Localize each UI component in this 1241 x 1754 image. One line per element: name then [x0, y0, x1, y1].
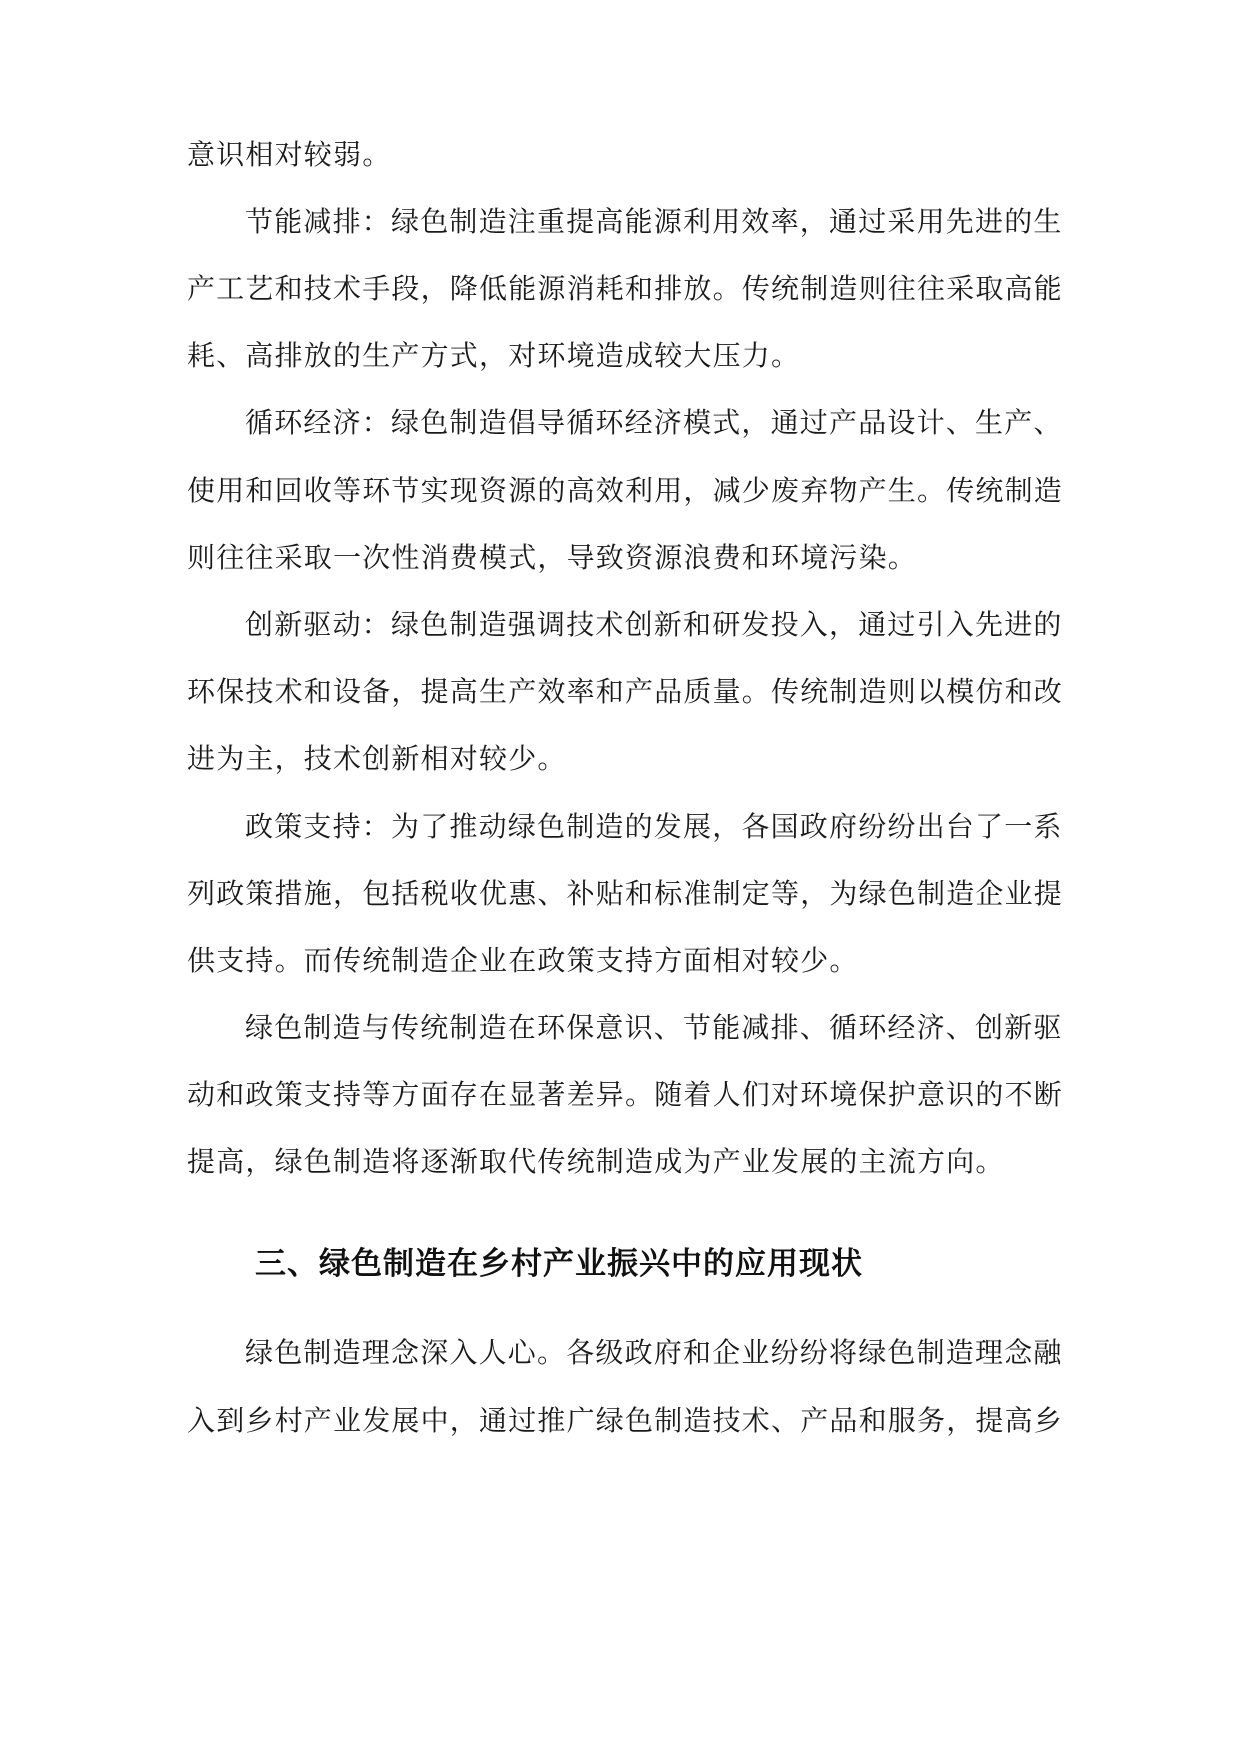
paragraph-innovation-line: 创新驱动：绿色制造强调技术创新和研发投入，通过引入先进的: [245, 608, 1063, 641]
paragraph-energy-saving-line: 节能减排：绿色制造注重提高能源利用效率，通过采用先进的生: [245, 205, 1063, 238]
text-line: 环保技术和设备，提高生产效率和产品质量。传统制造则以模仿和改: [187, 675, 1064, 708]
text-line: 产工艺和技术手段，降低能源消耗和排放。传统制造则往往采取高能: [187, 272, 1064, 305]
text-line: 意识相对较弱。: [187, 138, 392, 171]
text-line: 耗、高排放的生产方式，对环境造成较大压力。: [187, 339, 801, 372]
paragraph-policy-support-line: 政策支持：为了推动绿色制造的发展，各国政府纷纷出台了一系: [245, 810, 1063, 843]
text-line: 使用和回收等环节实现资源的高效利用，减少废弃物产生。传统制造: [187, 474, 1064, 507]
text-line: 供支持。而传统制造企业在政策支持方面相对较少。: [187, 944, 859, 977]
text-line: 列政策措施，包括税收优惠、补贴和标准制定等，为绿色制造企业提: [187, 877, 1064, 910]
text-line: 入到乡村产业发展中，通过推广绿色制造技术、产品和服务，提高乡: [187, 1404, 1064, 1437]
paragraph-summary-line: 绿色制造与传统制造在环保意识、节能减排、循环经济、创新驱: [245, 1011, 1063, 1044]
text-line: 提高，绿色制造将逐渐取代传统制造成为产业发展的主流方向。: [187, 1145, 1005, 1178]
text-line: 则往往采取一次性消费模式，导致资源浪费和环境污染。: [187, 541, 918, 574]
text-line: 进为主，技术创新相对较少。: [187, 742, 567, 775]
paragraph-green-concept-line: 绿色制造理念深入人心。各级政府和企业纷纷将绿色制造理念融: [245, 1336, 1063, 1369]
section-heading: 三、绿色制造在乡村产业振兴中的应用现状: [255, 1246, 863, 1282]
paragraph-circular-economy-line: 循环经济：绿色制造倡导循环经济模式，通过产品设计、生产、: [245, 406, 1063, 439]
text-line: 动和政策支持等方面存在显著差异。随着人们对环境保护意识的不断: [187, 1078, 1064, 1111]
